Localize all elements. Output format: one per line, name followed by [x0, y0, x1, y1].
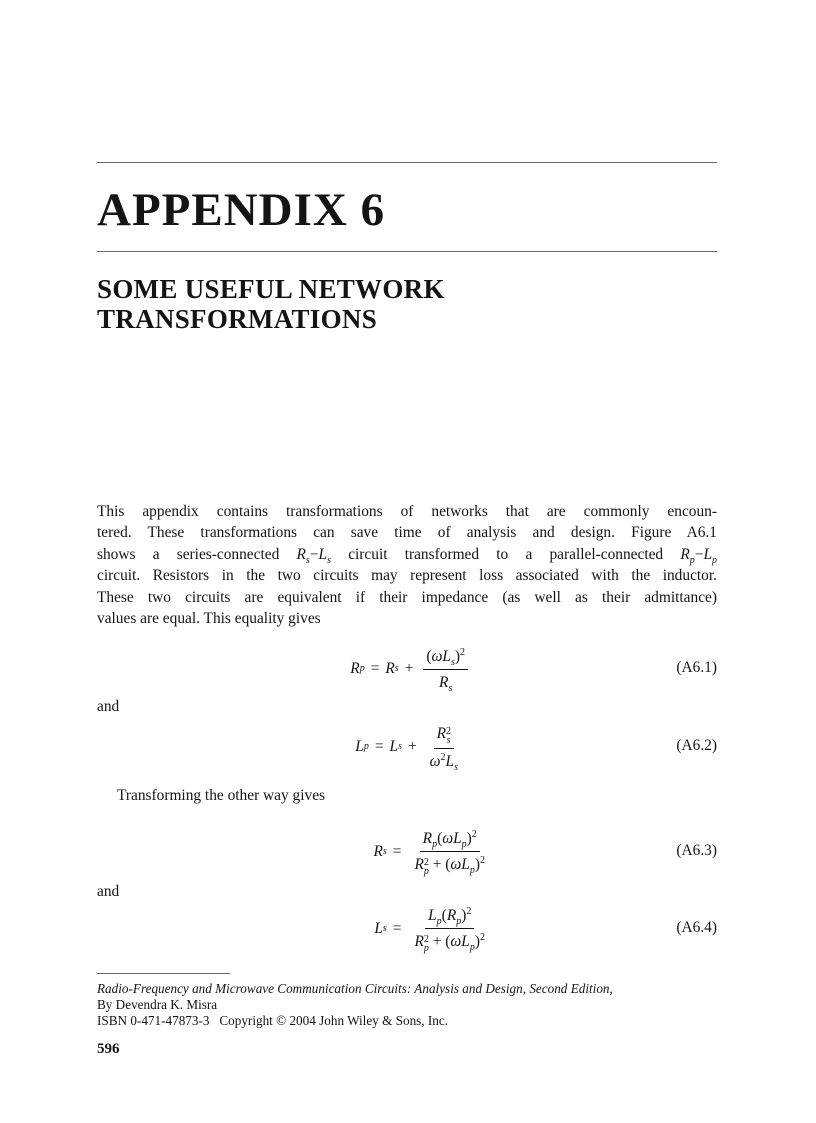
equation-a6-2: L p = L s + R 2 s $\omega^2L_s$ (A6.2) [355, 724, 717, 773]
connector-and-1: and [97, 698, 120, 715]
heading-rule [97, 251, 717, 252]
page-number: 596 [97, 1041, 120, 1057]
intro-line-6: values are equal. This equality gives [97, 610, 321, 628]
intro-line-3: shows a series-connected $R_s-L_s$ circuit transformed to a parallel-connected $R_p-L_p$ [97, 545, 718, 566]
footer-author: By Devendra K. Misra [97, 997, 218, 1012]
footer-citation [97, 981, 613, 1029]
equation-number-a6-1: (A6.1) [676, 659, 717, 676]
footer-rule [97, 973, 230, 974]
footer-isbn-line [97, 1013, 613, 1029]
intro-line-5: These two circuits are equivalent if their impedance (as well as their admittance) [97, 588, 717, 606]
transforming-sentence: Transforming the other way gives [117, 787, 326, 804]
equation-a6-1: R p = R s + $\frac{(\omega L_s)^2}{R_s}$ (A6.1) [350, 646, 717, 694]
chapter-title-line-1: SOME USEFUL NETWORK [97, 274, 445, 304]
footer-copyright: Copyright © 2004 John Wiley & Sons, Inc. [219, 1013, 449, 1028]
top-rule [97, 162, 717, 163]
equation-number-a6-4: (A6.4) [676, 919, 717, 936]
equation-a6-3: R s = $R_p(\omega L_p)^2$ R 2 p + $(\omega L_p)^2$ (A6.3) [373, 828, 717, 877]
intro-line-1: This appendix contains transformations of networks that are commonly encoun- [97, 503, 717, 520]
intro-line-4: circuit. Resistors in the two circuits may represent loss associated with the inductor. [97, 567, 717, 585]
equation-a6-4: L s = $L_p(R_p)^2$ R 2 p + $(\omega L_p)^2$ (A6.4) [374, 905, 717, 954]
chapter-title [97, 274, 717, 334]
footer-book-title: Radio-Frequency and Microwave Communication Circuits: Analysis and Design, Second Edition, [97, 981, 613, 996]
intro-line-2: tered. These transformations can save time of analysis and design. Figure A6.1 [97, 524, 717, 542]
connector-and-2: and [97, 883, 120, 900]
chapter-title-line-2: TRANSFORMATIONS [97, 304, 378, 334]
intro-paragraph [97, 501, 717, 629]
footer-isbn: ISBN 0-471-47873-3 [97, 1013, 210, 1028]
equation-number-a6-2: (A6.2) [676, 737, 717, 754]
appendix-heading: APPENDIX 6 [97, 184, 386, 236]
equation-number-a6-3: (A6.3) [676, 842, 717, 859]
